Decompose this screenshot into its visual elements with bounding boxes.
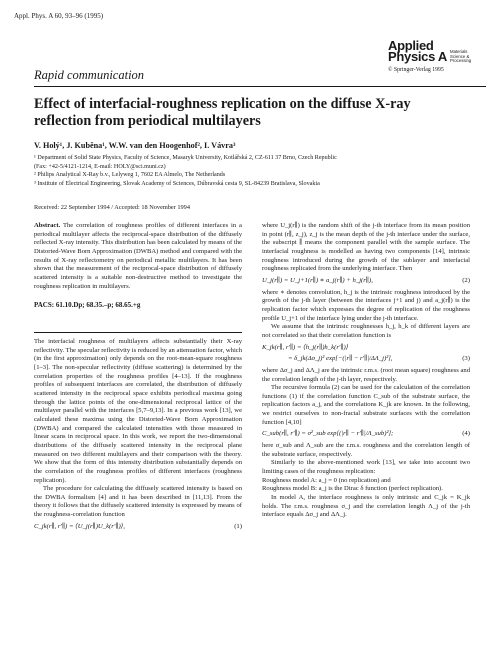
affiliation-2: ² Philips Analytical X-Ray b.v., Lelyweg 1, 7602 EA Almelo, The Netherlands [34,172,226,179]
right-column [262,222,470,520]
equation-3a: K_jk(r∥, r′∥) = ⟨h_j(r∥)h_k(r′∥)⟩ [262,343,349,351]
roughness-model-a: Roughness model A: a_j = 0 (no replication) and [262,476,391,484]
roughness-model-b: Roughness model B: a_j is the Dirac δ function (perfect replication). [262,485,443,493]
body-paragraph: here σ_sub and Λ_sub are the r.m.s. roughness and the correlation length of the substrate surface, respectively. [262,442,470,458]
affiliation-1: ¹ Department of Solid State Physics, Faculty of Science, Masaryk University, Kotlářská 2, CZ-611 37 Brno, Czech Republic [34,155,337,161]
journal-reference: Appl. Phys. A 60, 93–96 (1995) [14,12,104,20]
equation-2: U_j(r∥) = U_j+1(r∥) ∗ a_j(r∥) + h_j(r∥), (2) [262,276,470,284]
body-paragraph: where U_j(r∥) is the random shift of the j-th interface from its mean position in point (r∥, z_j), z_j is the mean depth of the j-th interface under the surface, the subscript ∥ means the component parallel with the sample surface. The interfacial roughness is modelled as having two components [14], intrinsic roughness introduced during the growth of the sublayer and interfacial roughness replicated from the underlying interface. Then [262,222,470,273]
copyright-line: © Springer-Verlag 1995 [388,67,444,73]
paper-title: Effect of interfacial-roughness replication on the diffuse X-ray reflection from periodical multilayers [34,96,411,129]
journal-logo [386,38,490,78]
header-rule [34,86,486,87]
body-paragraph: In model A, the interface roughness is only intrinsic and C_jk = K_jk holds. The r.m.s. roughness σ_j and the correlation length Λ_j of the j-th interface equals Δσ_j and ΔΛ_j. [262,494,470,519]
body-paragraph: The procedure for calculating the diffusely scattered intensity is based on the DWBA formalism [4] and it has been described in [11,13]. From the theory it follows that the diffusely scattered intensity is expressed by means of the roughness-correlation function [34,485,242,519]
body-paragraph: The recursive formula (2) can be used for the calculation of the correlation functions (1) if the correlation function C_sub of the substrate surface, the replication factors a_j, and the correlations K_jk are known. In the following, we restrict ourselves to non-fractal substrate surfaces with the correlation function [4,10] [262,384,470,426]
equation-4: C_sub(r∥, r′∥) = σ²_sub exp[(|r∥ − r′∥|/Λ_sub)²]; (4) [262,430,470,438]
abstract: Abstract. The correlation of roughness profiles of different interfaces in a periodical multilayer affects the reciprocal-space distribution of the diffusely reflected X-ray intensity. This distribution has been calculated by means of the Distorted-Wave Born Approximation (DWBA) method and compared with the results of X-ray reflectometry on periodical metallic multilayers. It has been shown that the measurement of the reciprocal-space distribution of diffusely scattered intensity is a suitable non-destructive method to investigate the roughness replication in multilayers. [34,222,242,290]
logo-subtitle: Materials Science & Processing [450,49,472,64]
equation-3b: = δ_jk(Δσ_j)² exp[−(|r∥ − r′∥|/ΔΛ_j)²], (3) [288,355,470,363]
author-list: V. Holý¹, J. Kuběna¹, W.W. van den Hoogenhof², I. Vávra³ [34,141,236,150]
affiliations [34,154,486,188]
section-label: Rapid communication [34,68,145,82]
pacs-codes: PACS: 61.10.Dp; 68.35.–p; 68.65.+g [34,301,141,310]
received-dates: Received: 22 September 1994 / Accepted: 18 November 1994 [34,204,190,211]
body-paragraph: Similarly to the above-mentioned work [13], we take into account two limiting cases of the roughness replication: [262,459,470,476]
body-paragraph: We assume that the intrinsic roughnesses h_j, h_k of different layers are not correlated so that their correlation function is [262,323,470,339]
body-paragraph: The interfacial roughness of multilayers affects substantially their X-ray reflectivity. The specular reflectivity is reduced by an attenuation factor, which (in the first approximation) only depends on the root-mean-square roughness [1–3]. The non-specular reflectivity (diffuse scattering) is determined by the correlation properties of the roughness profiles [4–13]. If the roughness profiles of subsequent interfaces are correlated, the distribution of diffusely scattered intensity in the reciprocal space exhibits periodical maxima going through the lattice points of the one-dimensional reciprocal lattice of the multilayer parallel with the interfaces [5,7–9,13]. In a previous work [13], we calculated these maxima using the Distorted-Wave Born Approximation (DWBA) and compared the calculated intensities with those measured in linear scans in reciprocal space. In this work, we report the two-dimensional distributions of the diffusely scattered intensity in the reciprocal plane measured on two different multilayers and their comparison with the theory. We show that the form of this intensity distribution substantially depends on the correlation of the roughness profiles of different interfaces (roughness replication). [34,338,242,484]
body-paragraph: where Δσ_j and ΔΛ_j are the intrinsic r.m.s. (root mean square) roughness and the correlation length of the j-th layer, respectively. [262,366,470,383]
body-paragraph: where ∗ denotes convolution, h_j is the intrinsic roughness introduced by the growth of the j-th layer (between the interfaces j+1 and j) and a_j(r∥) is the replication factor which expresses the degree of replication of the roughness profile U_j+1 of the interface lying under the j-th interface. [262,288,470,322]
affiliation-3: ³ Institute of Electrical Engineering, Slovak Academy of Sciences, Dúbravská cesta 9, SL-84239 Bratislava, Slovakia [34,180,320,187]
left-body [34,338,242,534]
abstract-separator [34,332,242,333]
logo-line-2: Physics A [388,49,447,64]
affiliation-1-contact: (Fax: +42-5/4121-1214, E-mail: HOLY@sci.muni.cz) [34,163,166,170]
equation-1: C_jk(r∥, r′∥) = ⟨U_j(r∥)U_k(r′∥)⟩, (1) [34,522,242,530]
logo-line-1: Applied [388,38,434,53]
left-column [34,222,242,310]
